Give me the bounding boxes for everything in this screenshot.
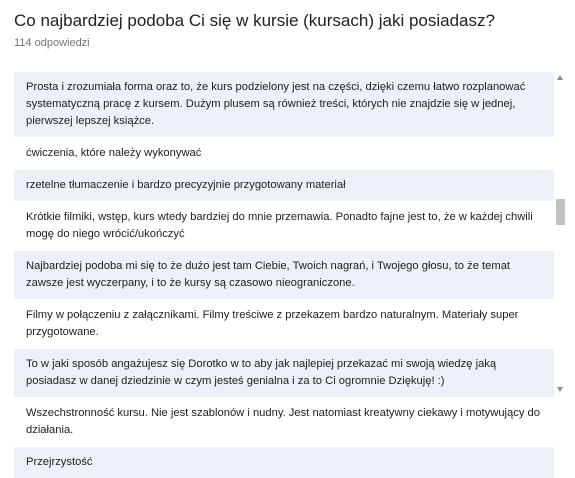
response-item: Prosta i zrozumiała forma oraz to, że kurs podzielony jest na części, dzięki czemu łatwo rozplanować systematyczną pracę z kursem. Dużym plusem są również treści, których nie znajdzie się w jednej, pierwszej lepszej książce. [14, 71, 554, 137]
question-title: Co najbardziej podoba Ci się w kursie (kursach) jaki posiadasz? [14, 11, 495, 30]
response-item: Najbardziej podoba mi się to że dużo jest tam Ciebie, Twoich nagrań, i Twojego głosu, to że temat zawsze jest wyczerpany, i to że kursy są czasowo nieograniczone. [14, 250, 554, 299]
response-item: Filmy w połączeniu z załącznikami. Filmy treściwe z przekazem bardzo naturalnym. Materiały super przygotowane. [14, 299, 554, 348]
response-item: ćwiczenia, które należy wykonywać [14, 137, 554, 169]
response-item: Wszechstronność kursu. Nie jest szablonów i nudny. Jest natomiast kreatywny ciekawy i motywujący do działania. [14, 397, 554, 446]
response-item: Krótkie filmiki, wstęp, kurs wtedy bardziej do mnie przemawia. Ponadto fajne jest to, że w każdej chwili mogę do niego wrócić/ukończyć [14, 201, 554, 250]
response-item: Przejrzystość [14, 446, 554, 478]
scroll-up-arrow-icon[interactable] [557, 75, 563, 80]
scroll-thumb[interactable] [556, 199, 565, 225]
responses-list[interactable] [14, 71, 554, 468]
vertical-scrollbar[interactable] [554, 71, 567, 396]
response-count: 114 odpowiedzi [14, 37, 90, 49]
response-item: rzetelne tłumaczenie i bardzo precyzyjnie przygotowany materiał [14, 169, 554, 201]
scroll-down-arrow-icon[interactable] [557, 387, 563, 392]
response-item: To w jaki sposób angażujesz się Dorotko w to aby jak najlepiej przekazać mi swoją wiedzę jaką posiadasz w danej dziedzinie w czym jesteś genialna i za to Ci ogromnie Dziękuję! :) [14, 348, 554, 397]
